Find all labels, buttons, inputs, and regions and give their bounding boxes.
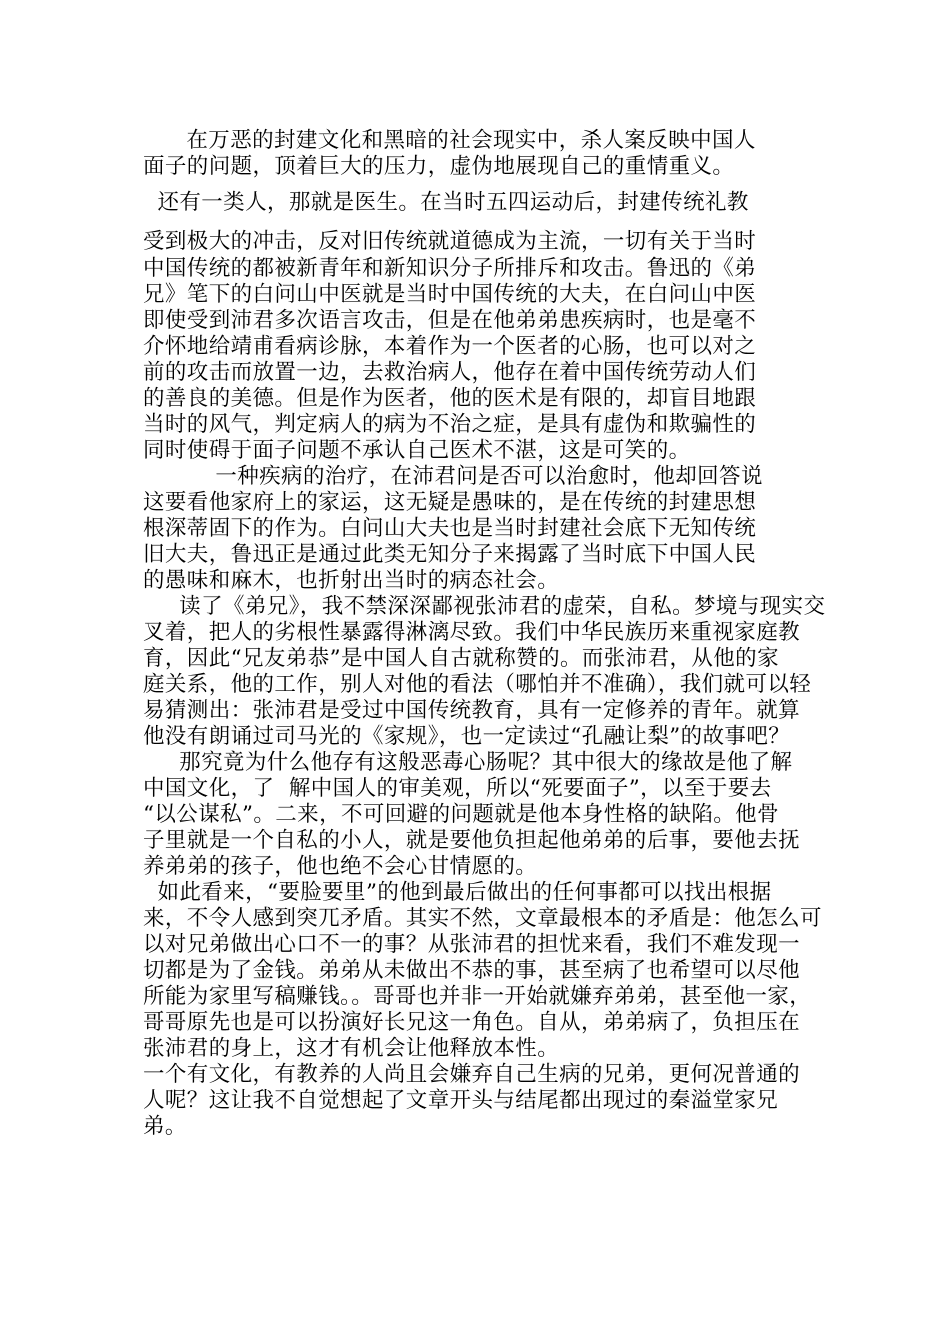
text-line: 还有一类人，那就是医生。在当时五四运动后，封建传统礼教 [143,190,749,215]
text-line: 在万恶的封建文化和黑暗的社会现实中，杀人案反映中国人 [143,128,756,153]
text-line: 弟。 [143,1114,187,1139]
text-line: 如此看来，“要脸要里”的他到最后做出的任何事都可以找出根据 [143,880,772,905]
text-line: 来，不令人感到突兀矛盾。其实不然，文章最根本的矛盾是：他怎么可 [143,906,822,931]
text-line: 切都是为了金钱。弟弟从未做出不恭的事，甚至病了也希望可以尽他 [143,958,801,983]
text-line: 旧大夫，鲁迅正是通过此类无知分子来揭露了当时底下中国人民 [143,542,757,567]
text-line: 一种疾病的治疗，在沛君问是否可以治愈时，他却回答说 [143,464,763,489]
text-line: 哥哥原先也是可以扮演好长兄这一角色。自从，弟弟病了，负担压在 [143,1010,801,1035]
text-line: 根深蒂固下的作为。白问山大夫也是当时封建社会底下无知传统 [143,516,757,541]
text-line: 张沛君的身上，这才有机会让他释放本性。 [143,1036,560,1061]
text-line: 同时使碍于面子问题不承认自己医术不湛，这是可笑的。 [143,438,691,463]
text-line: 这要看他家府上的家运，这无疑是愚味的，是在传统的封建思想 [143,490,757,515]
text-line: 面子的问题，顶着巨大的压力，虚伪地展现自己的重情重义。 [143,154,735,179]
text-line: 中国文化，了 解中国人的审美观，所以“死要面子”，以至于要去 [143,776,772,801]
text-line: 当时的风气，判定病人的病为不治之症，是具有虚伪和欺骗性的 [143,412,757,437]
text-line: 叉着，把人的劣根性暴露得淋漓尽致。我们中华民族历来重视家庭教 [143,620,801,645]
text-line: 庭关系，他的工作，别人对他的看法（哪怕并不准确），我们就可以轻 [143,672,812,697]
text-line: 他没有朗诵过司马光的《家规》，也一定读过“孔融让梨”的故事吧？ [143,724,791,749]
text-line: 育，因此“兄友弟恭”是中国人自古就称赞的。而张沛君，从他的家 [143,646,779,671]
text-line: 子里就是一个自私的小人，就是要他负担起他弟弟的后事，要他去抚 [143,828,801,853]
text-line: 易猜测出：张沛君是受过中国传统教育，具有一定修养的青年。就算 [143,698,801,723]
text-line: 以对兄弟做出心口不一的事？从张沛君的担忧来看，我们不难发现一 [143,932,801,957]
text-line: 读了《弟兄》，我不禁深深鄙视张沛君的虚荣，自私。梦境与现实交 [143,594,826,619]
text-line: 受到极大的冲击，反对旧传统就道德成为主流，一切有关于当时 [143,229,757,254]
text-line: 一个有文化，有教养的人尚且会嫌弃自己生病的兄弟，更何况普通的 [143,1062,801,1087]
text-line: 的愚味和麻木，也折射出当时的病态社会。 [143,568,560,593]
text-line: 介怀地给靖甫看病诊脉，本着作为一个医者的心肠，也可以对之 [143,334,757,359]
text-line: 那究竟为什么他存有这般恶毒心肠呢？其中很大的缘故是他了解 [143,750,793,775]
text-line: 人呢？这让我不自觉想起了文章开头与结尾都出现过的秦溢堂家兄 [143,1088,779,1113]
text-line: 所能为家里写稿赚钱。。哥哥也并非一开始就嫌弃弟弟，甚至他一家， [143,984,812,1009]
text-line: 的善良的美德。但是作为医者，他的医术是有限的，却盲目地跟 [143,386,757,411]
text-line: 即使受到沛君多次语言攻击，但是在他弟弟患疾病时，也是毫不 [143,308,757,333]
text-line: 兄》笔下的白问山中医就是当时中国传统的大夫，在白问山中医 [143,282,757,307]
text-line: “以公谋私”。二来，不可回避的问题就是他本身性格的缺陷。他骨 [143,802,779,827]
text-line: 前的攻击而放置一边，去救治病人，他存在着中国传统劳动人们 [143,360,757,385]
text-line: 中国传统的都被新青年和新知识分子所排斥和攻击。鲁迅的《弟 [143,256,757,281]
text-line: 养弟弟的孩子，他也绝不会心甘情愿的。 [143,854,538,879]
